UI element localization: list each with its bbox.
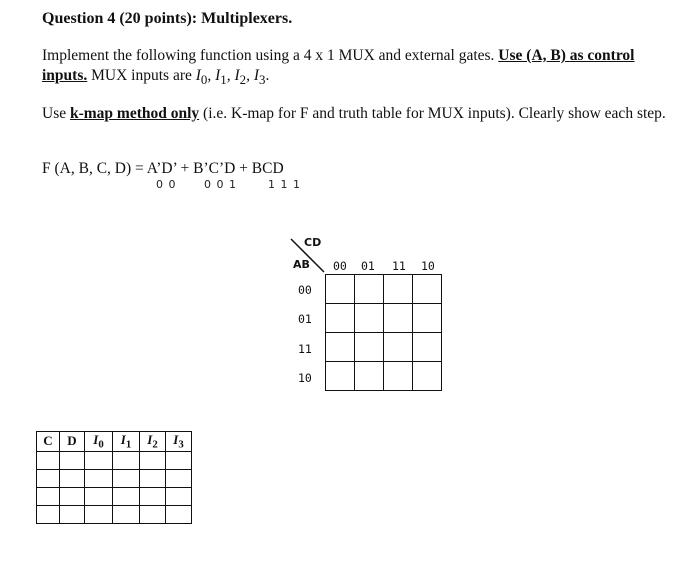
kmap-cell[interactable] xyxy=(326,304,355,333)
table-row xyxy=(37,505,192,523)
header-c: C xyxy=(37,432,60,452)
header-i3: $I_3$ xyxy=(166,432,192,452)
header-i1: $I_1$ xyxy=(113,432,140,452)
mux-truth-table xyxy=(36,431,192,524)
mux-input-label: , I xyxy=(207,67,221,84)
table-cell[interactable] xyxy=(166,487,192,505)
kmap-ab-label: AB xyxy=(293,258,310,271)
kmap-col-header: 10 xyxy=(421,259,435,273)
kmap-cell[interactable] xyxy=(384,333,413,362)
table-cell[interactable] xyxy=(85,487,113,505)
kmap-cell[interactable] xyxy=(413,333,442,362)
kmap-col-header: 01 xyxy=(361,259,375,273)
table-cell[interactable] xyxy=(113,487,140,505)
function-expression: F (A, B, C, D) = A’D’ + B’C’D + BCD xyxy=(42,160,284,177)
kmap-cell[interactable] xyxy=(355,275,384,304)
kmap-cell[interactable] xyxy=(326,275,355,304)
instruction-paragraph-2 xyxy=(42,104,682,124)
handwritten-mark: 0 0 1 xyxy=(204,178,237,191)
kmap-grid xyxy=(325,274,442,391)
table-cell[interactable] xyxy=(166,505,192,523)
instruction-text: (i.e. K-map for F and truth table for MUX inputs). Clearly show each step. xyxy=(199,105,666,122)
table-cell[interactable] xyxy=(113,451,140,469)
table-cell[interactable] xyxy=(140,451,166,469)
table-row xyxy=(37,469,192,487)
kmap-col-header: 00 xyxy=(333,259,347,273)
instruction-text: Implement the following function using a 4 x 1 MUX and external gates. xyxy=(42,47,499,64)
table-cell[interactable] xyxy=(140,487,166,505)
table-cell[interactable] xyxy=(166,451,192,469)
table-cell[interactable] xyxy=(140,469,166,487)
kmap-method-emphasis: k-map method only xyxy=(69,105,200,122)
table-cell[interactable] xyxy=(37,451,60,469)
truth-table-header xyxy=(37,432,192,452)
mux-input-label: , I xyxy=(226,67,240,84)
kmap-cell[interactable] xyxy=(326,333,355,362)
table-cell[interactable] xyxy=(60,469,85,487)
kmap-row-header: 10 xyxy=(298,371,312,385)
table-cell[interactable] xyxy=(37,469,60,487)
table-cell[interactable] xyxy=(85,451,113,469)
table-cell[interactable] xyxy=(113,505,140,523)
header-i2: $I_2$ xyxy=(140,432,166,452)
kmap-corner xyxy=(284,234,332,274)
table-row xyxy=(37,451,192,469)
table-cell[interactable] xyxy=(140,505,166,523)
kmap-cd-label: CD xyxy=(304,236,322,249)
question-title: Question 4 (20 points): Multiplexers. xyxy=(42,10,293,27)
kmap-col-header: 11 xyxy=(392,259,406,273)
kmap-cell[interactable] xyxy=(413,304,442,333)
table-cell[interactable] xyxy=(85,505,113,523)
kmap-row-header: 01 xyxy=(298,312,312,326)
kmap-row-header: 00 xyxy=(298,283,312,297)
table-cell[interactable] xyxy=(37,505,60,523)
instruction-text: Use xyxy=(42,105,70,122)
instruction-paragraph-1 xyxy=(42,46,682,90)
header-d: D xyxy=(60,432,85,452)
handwritten-mark: 0 0 xyxy=(156,178,177,191)
kmap-cell[interactable] xyxy=(413,362,442,391)
kmap-row-header: 11 xyxy=(298,342,312,356)
table-cell[interactable] xyxy=(37,487,60,505)
kmap-cell[interactable] xyxy=(355,304,384,333)
mux-input-sub: 2 xyxy=(239,72,247,88)
mux-input-sub: 1 xyxy=(220,72,227,88)
table-row xyxy=(37,487,192,505)
instruction-text: . xyxy=(265,67,270,84)
kmap-cell[interactable] xyxy=(413,275,442,304)
header-i0: $I_0$ xyxy=(85,432,113,452)
table-cell[interactable] xyxy=(60,451,85,469)
kmap-cell[interactable] xyxy=(326,362,355,391)
kmap-cell[interactable] xyxy=(355,333,384,362)
table-cell[interactable] xyxy=(85,469,113,487)
mux-input-label: I xyxy=(195,67,201,84)
mux-input-sub: 0 xyxy=(200,72,208,88)
mux-input-sub: 3 xyxy=(259,72,266,88)
table-cell[interactable] xyxy=(60,505,85,523)
table-cell[interactable] xyxy=(166,469,192,487)
table-cell[interactable] xyxy=(113,469,140,487)
handwritten-mark: 1 1 1 xyxy=(268,178,301,191)
kmap-cell[interactable] xyxy=(384,304,413,333)
kmap-cell[interactable] xyxy=(384,362,413,391)
mux-input-label: , I xyxy=(246,67,260,84)
table-cell[interactable] xyxy=(60,487,85,505)
instruction-text: MUX inputs are xyxy=(87,67,196,84)
control-inputs-emphasis: Use (A, B) as control inputs. xyxy=(42,47,635,84)
kmap-cell[interactable] xyxy=(355,362,384,391)
kmap-cell[interactable] xyxy=(384,275,413,304)
